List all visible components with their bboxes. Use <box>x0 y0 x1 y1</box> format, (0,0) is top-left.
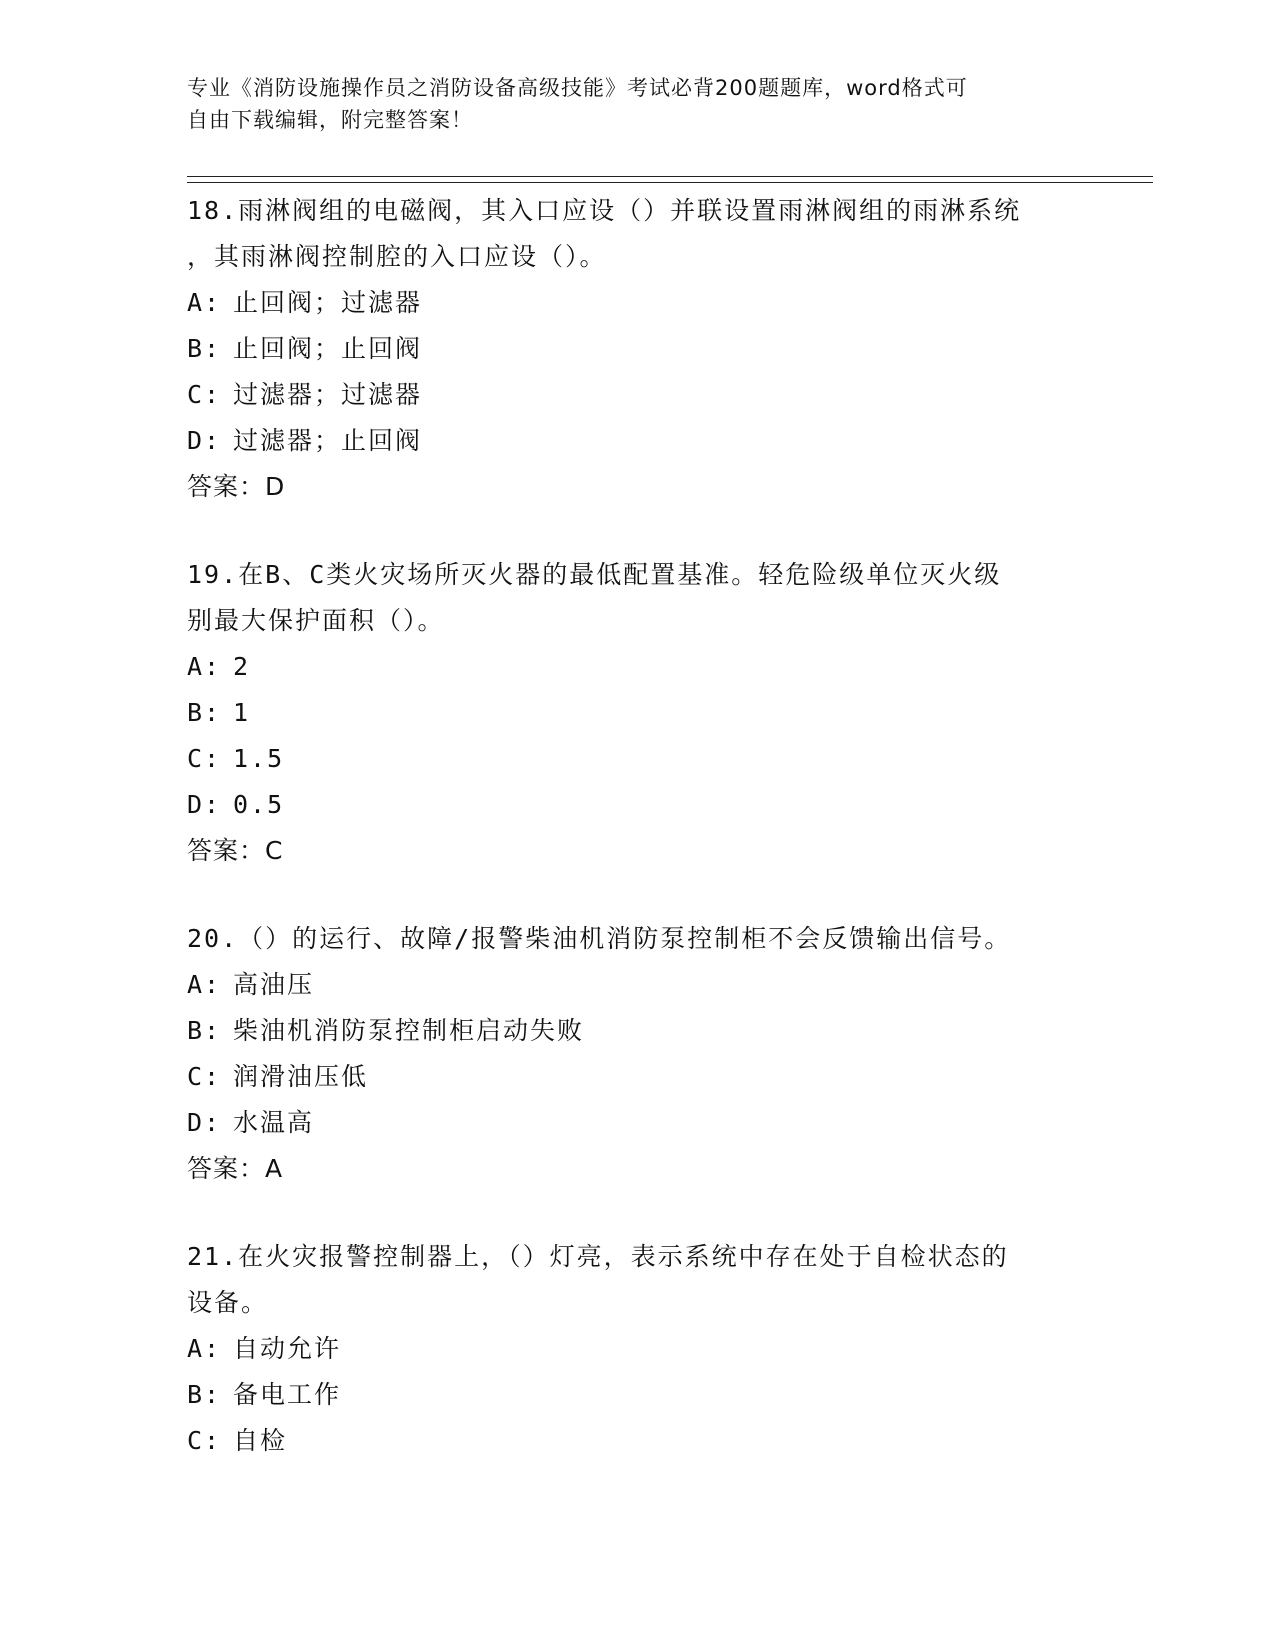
option-a <box>187 962 1087 1008</box>
option-text: 0.5 <box>233 790 285 819</box>
option-b <box>187 690 1087 736</box>
option-c <box>187 1054 1087 1100</box>
option-key: A: <box>187 288 222 317</box>
option-key: A: <box>187 970 222 999</box>
option-key: C: <box>187 1426 222 1455</box>
option-d <box>187 782 1087 828</box>
answer-line: 答案：A <box>187 1154 284 1183</box>
question-text-continued: 设备。 <box>187 1288 269 1317</box>
option-key: B: <box>187 1016 222 1045</box>
question-list <box>187 188 1087 1506</box>
option-text: 水温高 <box>233 1108 315 1137</box>
option-key: B: <box>187 698 222 727</box>
option-text: 止回阀；过滤器 <box>233 288 423 317</box>
answer-line: 答案：C <box>187 836 284 865</box>
option-text: 柴油机消防泵控制柜启动失败 <box>233 1016 585 1045</box>
option-key: A: <box>187 1334 222 1363</box>
question-text: 21.在火灾报警控制器上，（）灯亮，表示系统中存在处于自检状态的 <box>187 1242 1009 1271</box>
option-text: 止回阀；止回阀 <box>233 334 423 363</box>
option-a <box>187 1326 1087 1372</box>
option-text: 2 <box>233 652 251 681</box>
header-divider-bottom <box>187 182 1153 183</box>
option-a <box>187 644 1087 690</box>
option-text: 过滤器；过滤器 <box>233 380 423 409</box>
question-text: 20.（）的运行、故障/报警柴油机消防泵控制柜不会反馈输出信号。 <box>187 924 1012 953</box>
option-b <box>187 326 1087 372</box>
option-a <box>187 280 1087 326</box>
option-key: C: <box>187 744 222 773</box>
option-key: D: <box>187 1108 222 1137</box>
option-text: 1 <box>233 698 251 727</box>
header-divider-top <box>187 176 1153 177</box>
header-line-2: 自由下载编辑，附完整答案！ <box>187 108 473 132</box>
option-key: C: <box>187 380 222 409</box>
option-c <box>187 736 1087 782</box>
option-b <box>187 1372 1087 1418</box>
question-text: 19.在B、C类火灾场所灭火器的最低配置基准。轻危险级单位灭火级 <box>187 560 1002 589</box>
option-c <box>187 1418 1087 1464</box>
question-19 <box>187 552 1087 874</box>
option-d <box>187 1100 1087 1146</box>
option-key: B: <box>187 334 222 363</box>
option-key: B: <box>187 1380 222 1409</box>
option-text: 过滤器；止回阀 <box>233 426 423 455</box>
option-b <box>187 1008 1087 1054</box>
option-key: C: <box>187 1062 222 1091</box>
question-18 <box>187 188 1087 510</box>
question-text-continued: ，其雨淋阀控制腔的入口应设（）。 <box>187 242 607 271</box>
question-20 <box>187 916 1087 1192</box>
option-text: 高油压 <box>233 970 315 999</box>
option-c <box>187 372 1087 418</box>
answer-line: 答案：D <box>187 472 286 501</box>
option-text: 自动允许 <box>233 1334 342 1363</box>
document-header <box>187 72 1067 136</box>
option-text: 1.5 <box>233 744 285 773</box>
option-key: D: <box>187 790 222 819</box>
question-text: 18.雨淋阀组的电磁阀，其入口应设（）并联设置雨淋阀组的雨淋系统 <box>187 196 1022 225</box>
option-d <box>187 418 1087 464</box>
option-text: 备电工作 <box>233 1380 342 1409</box>
option-text: 润滑油压低 <box>233 1062 369 1091</box>
header-line-1: 专业《消防设施操作员之消防设备高级技能》考试必背200题题库，word格式可 <box>187 76 968 100</box>
option-key: D: <box>187 426 222 455</box>
question-21 <box>187 1234 1087 1464</box>
option-key: A: <box>187 652 222 681</box>
question-text-continued: 别最大保护面积（）。 <box>187 606 445 635</box>
option-text: 自检 <box>233 1426 288 1455</box>
